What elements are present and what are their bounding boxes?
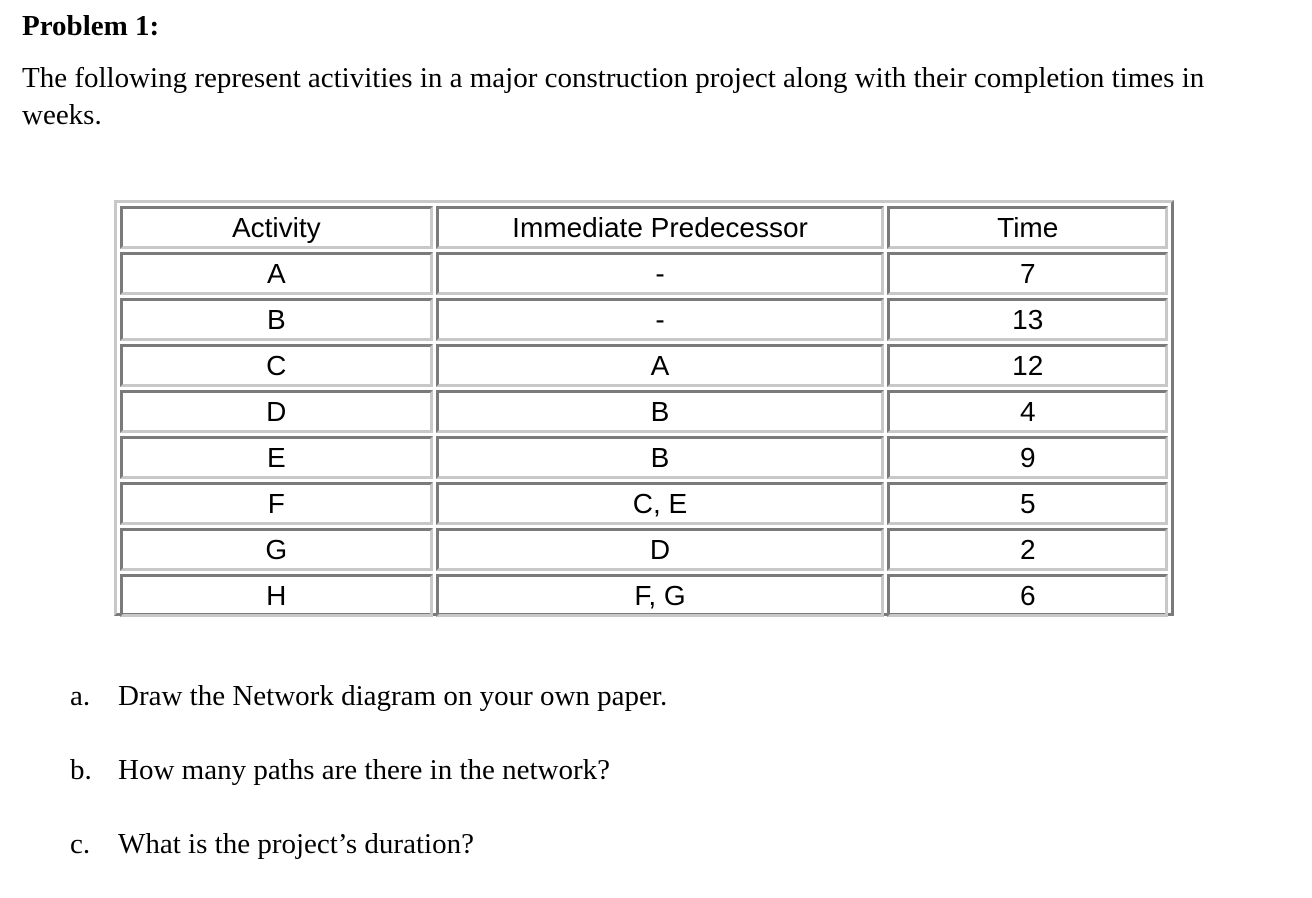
time-cell: 2: [887, 528, 1168, 571]
table-header-row: [120, 206, 1168, 249]
time-cell: 7: [887, 252, 1168, 295]
activity-cell: E: [120, 436, 433, 479]
predecessor-cell: -: [436, 252, 885, 295]
question-text: Draw the Network diagram on your own paper.: [118, 680, 668, 712]
activity-cell: A: [120, 252, 433, 295]
table-row: [120, 298, 1168, 341]
activity-table-frame: [114, 200, 1174, 616]
time-cell: 13: [887, 298, 1168, 341]
time-cell: 5: [887, 482, 1168, 525]
predecessor-cell: B: [436, 390, 885, 433]
question-text: How many paths are there in the network?: [118, 754, 611, 786]
table-row: [120, 252, 1168, 295]
predecessor-cell: C, E: [436, 482, 885, 525]
predecessor-cell: B: [436, 436, 885, 479]
table-row: [120, 528, 1168, 571]
activity-cell: F: [120, 482, 433, 525]
predecessor-cell: D: [436, 528, 885, 571]
question-marker: c.: [70, 828, 91, 860]
activity-cell: D: [120, 390, 433, 433]
time-cell: 9: [887, 436, 1168, 479]
time-cell: 6: [887, 574, 1168, 617]
activity-cell: H: [120, 574, 433, 617]
activity-table: [117, 203, 1171, 620]
predecessor-cell: A: [436, 344, 885, 387]
header-immediate-predecessor: Immediate Predecessor: [436, 206, 885, 249]
problem-heading: Problem 1:: [22, 10, 160, 42]
table-row: [120, 574, 1168, 617]
activity-cell: B: [120, 298, 433, 341]
header-activity: Activity: [120, 206, 433, 249]
header-time: Time: [887, 206, 1168, 249]
time-cell: 4: [887, 390, 1168, 433]
table-row: [120, 390, 1168, 433]
table-row: [120, 344, 1168, 387]
activity-cell: C: [120, 344, 433, 387]
time-cell: 12: [887, 344, 1168, 387]
question-marker: a.: [70, 680, 91, 712]
question-text: What is the project’s duration?: [118, 828, 474, 860]
predecessor-cell: F, G: [436, 574, 885, 617]
question-marker: b.: [70, 754, 92, 786]
problem-intro: The following represent activities in a major construction project along with their completion times in weeks.: [22, 62, 1205, 131]
activity-cell: G: [120, 528, 433, 571]
predecessor-cell: -: [436, 298, 885, 341]
table-row: [120, 436, 1168, 479]
table-row: [120, 482, 1168, 525]
